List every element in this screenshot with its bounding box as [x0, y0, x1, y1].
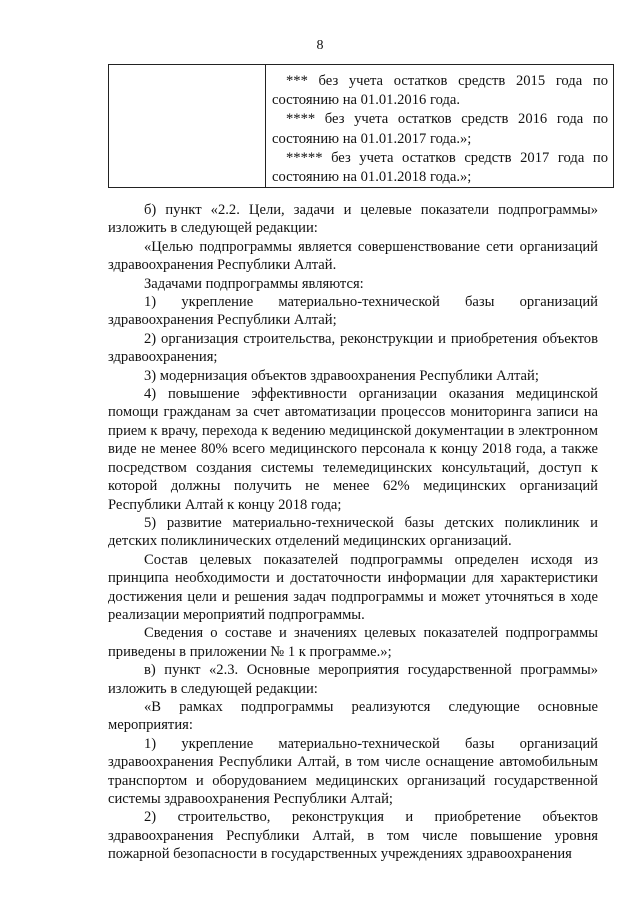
paragraph: Сведения о составе и значениях целевых показателей подпрограммы приведены в приложении № 1 к программе.»;	[108, 625, 598, 660]
paragraph: 1) укрепление материально-технической базы организаций здравоохранения Республики Алтай, в том числе оснащение автомобильным транспортом и оборудованием медицинских организаций государственной системы здравоохранения Республики Алтай;	[108, 735, 598, 807]
paragraph: Задачами подпрограммы являются:	[144, 275, 364, 292]
table-cell-footnotes	[266, 65, 614, 188]
paragraph: «Целью подпрограммы является совершенствование сети организаций здравоохранения Республики Алтай.	[108, 238, 598, 274]
body-text	[108, 201, 598, 864]
table-row	[109, 65, 614, 188]
paragraph: 3) модернизация объектов здравоохранения Республики Алтай;	[144, 367, 539, 384]
paragraph: б) пункт «2.2. Цели, задачи и целевые показатели подпрограммы» изложить в следующей редакции:	[108, 202, 598, 237]
footnote: ***** без учета остатков средств 2017 года по состоянию на 01.01.2018 года.»;	[272, 149, 608, 186]
paragraph: 1) укрепление материально-технической базы организаций здравоохранения Республики Алтай;	[108, 294, 598, 329]
page-number: 8	[316, 38, 324, 53]
paragraph: 2) строительство, реконструкция и приобретение объектов здравоохранения Республики Алтай, в том числе повышение уровня пожарной безопасности в государственных учреждениях здравоохранения	[108, 809, 598, 863]
footnote: **** без учета остатков средств 2016 года по состоянию на 01.01.2017 года.»;	[272, 111, 608, 147]
paragraph: 5) развитие материально-технической базы детских поликлиник и детских поликлинических отделений медицинских организаций.	[108, 514, 598, 550]
paragraph: Состав целевых показателей подпрограммы определен исходя из принципа необходимости и достаточности информации для характеристики достижения цели и решения задач подпрограммы и может уточняться в ходе реализации мероприятий подпрограммы.	[108, 551, 598, 623]
footnote: *** без учета остатков средств 2015 года по состоянию на 01.01.2016 года.	[272, 73, 608, 109]
paragraph: 2) организация строительства, реконструкции и приобретения объектов здравоохранения;	[108, 330, 598, 366]
paragraph: в) пункт «2.3. Основные мероприятия государственной программы» изложить в следующей редакции:	[108, 662, 598, 697]
paragraph: 4) повышение эффективности организации оказания медицинской помощи гражданам за счет автоматизации процессов мониторинга записи на прием к врачу, перехода к ведению медицинской документации в электронном виде не менее 80% всего медицинского персонала к концу 2018 года, а также посредством создания системы телемедицинских консультаций, доступ к которой должны получить не менее 62% медицинских организаций Республики Алтай к концу 2018 года;	[108, 386, 598, 513]
table-cell-empty	[109, 65, 266, 188]
paragraph: «В рамках подпрограммы реализуются следующие основные мероприятия:	[108, 698, 598, 734]
footnote-table	[108, 64, 614, 188]
